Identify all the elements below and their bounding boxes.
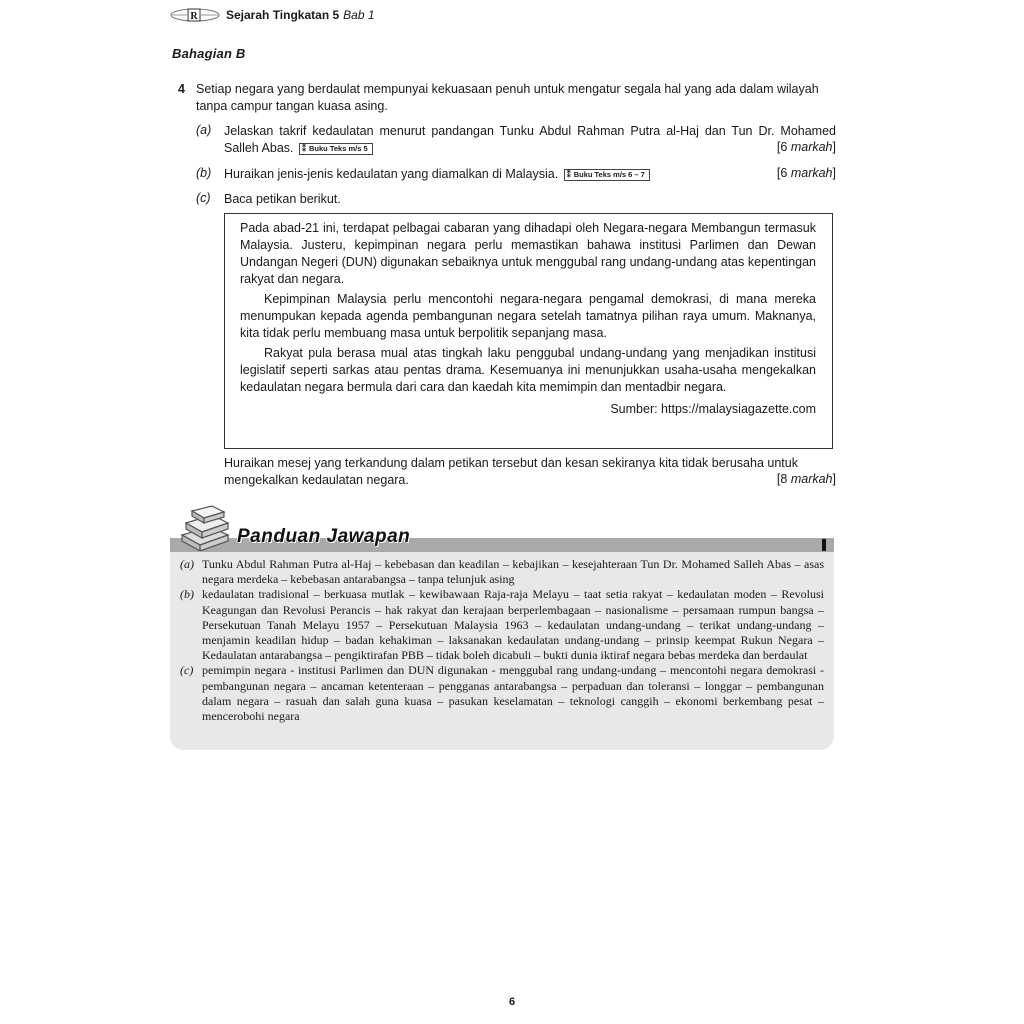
reading-passage xyxy=(224,213,833,449)
answer-text: kedaulatan tradisional – berkuasa mutlak – kewibawaan Raja-raja Melayu – taat setia rakyat – kedaulatan moden – Revolusi Keagungan dan Revolusi Perancis – hak rakyat dan kerajaan berperlembagaan – nasionalisme – persamaan rumpun bangsa – Persekutuan Tanah Melayu 1957 – Persekutuan Malaysia 1963 – kedaulatan undang-undang – terikat undang-undang – menjamin keadilan hidup – badan kehakiman – laksanakan kedaulatan undang-undang – prinsip keempat Rukun Negara – Kedaulatan antarabangsa – pengiktirafan PBB – tidak boleh dicabuli – bukti dunia iktiraf negara bebas merdeka dan berdaulat xyxy=(202,587,824,663)
passage-source: Sumber: https://malaysiagazette.com xyxy=(610,402,816,416)
reference-arrow-icon: ⁑ xyxy=(301,144,306,154)
sub-question-b-label: (b) xyxy=(196,166,212,180)
passage-paragraph-3: Rakyat pula berasa mual atas tingkah laku penggubal undang-undang yang menjadikan institusi legislatif seperti sarkas atau pentas drama. Kesemuanya ini menunjukkan usaha-usaha mengekalkan kedaulatan negara bermula dari cara dan kaedah kita memimpin dan mentadbir negara. xyxy=(240,346,816,394)
answer-text: Tunku Abdul Rahman Putra al-Haj – kebebasan dan keadilan – kebajikan – kesejahteraan Tun Dr. Mohamed Salleh Abas – asas negara merdeka – kebebasan antarabangsa – tanpa telunjuk asing xyxy=(202,557,824,587)
header-title: Sejarah Tingkatan 5 xyxy=(226,8,340,22)
answer-guide xyxy=(170,552,834,750)
marks-a: [6 markah] xyxy=(776,140,836,154)
answer-item xyxy=(180,587,824,663)
textbook-reference-a: ⁑ Buku Teks m/s 5 xyxy=(299,143,373,155)
answer-text: pemimpin negara - institusi Parlimen dan DUN digunakan - menggubal rang undang-undang – mencontohi negara demokrasi - pembangunan negara – ancaman ketenteraan – pengganas antarabangsa – perpaduan dan toleransi – longgar – pembangunan dalam negara – rasuah dan salah guna kuasa – pasukan keselamatan – teknologi canggih – ekonomi berkembang pesat – mencerobohi negara xyxy=(202,663,824,724)
sub-question-a-text: Jelaskan takrif kedaulatan menurut pandangan Tunku Abdul Rahman Putra al-Haj dan Tun Dr. Mohamed Salleh Abas. ⁑ Buku Teks m/s 5 xyxy=(224,123,836,157)
header-chapter: Bab 1 xyxy=(343,8,375,22)
guide-title: Panduan Jawapan xyxy=(237,526,411,547)
sub-question-c-task: Huraikan mesej yang terkandung dalam petikan tersebut dan kesan sekiranya kita tidak berusaha untuk mengekalkan kedaulatan negara. xyxy=(224,456,798,487)
sub-question-b-text: Huraikan jenis-jenis kedaulatan yang diamalkan di Malaysia. ⁑ Buku Teks m/s 6 – 7 xyxy=(224,166,836,183)
answer-item xyxy=(180,557,824,587)
answer-label: (b) xyxy=(180,587,194,602)
textbook-reference-b: ⁑ Buku Teks m/s 6 – 7 xyxy=(564,169,650,181)
page-number: 6 xyxy=(508,996,516,1008)
stacked-books-icon xyxy=(176,505,234,551)
answer-item xyxy=(180,663,824,724)
passage-paragraph-1: Pada abad-21 ini, terdapat pelbagai cabaran yang dihadapi oleh Negara-negara Membangun termasuk Malaysia. Justeru, kepimpinan negara perlu memastikan bahawa institusi Parlimen dan Dewan Undangan Negeri (DUN) digunakan sebaiknya untuk menggubal rang undang-undang atas kepentingan rakyat dan negara. xyxy=(240,221,816,286)
svg-text:R: R xyxy=(190,11,198,22)
sub-question-c-label: (c) xyxy=(196,191,211,205)
question-number: 4 xyxy=(178,82,185,96)
passage-paragraph-2: Kepimpinan Malaysia perlu mencontohi negara-negara pengamal demokrasi, di mana mereka menumpukan kepada agenda pembangunan negara setelah tamatnya pilihan raya umum. Maknanya, kita tidak perlu membuang masa untuk berpolitik sepanjang masa. xyxy=(240,292,816,340)
sub-question-c-text: Baca petikan berikut. xyxy=(224,192,341,206)
sub-question-a-label: (a) xyxy=(196,123,212,137)
page-header xyxy=(170,6,375,24)
answer-label: (a) xyxy=(180,557,194,571)
answer-label: (c) xyxy=(180,663,194,678)
marks-c: [8 markah] xyxy=(776,472,836,486)
section-title: Bahagian B xyxy=(172,46,246,61)
marks-b: [6 markah] xyxy=(776,166,836,180)
question-stem: Setiap negara yang berdaulat mempunyai kekuasaan penuh untuk mengatur segala hal yang ada dalam wilayah tanpa campur tangan kuasa asing. xyxy=(196,82,819,113)
publisher-logo-icon xyxy=(170,7,220,23)
reference-arrow-icon: ⁑ xyxy=(566,170,571,180)
